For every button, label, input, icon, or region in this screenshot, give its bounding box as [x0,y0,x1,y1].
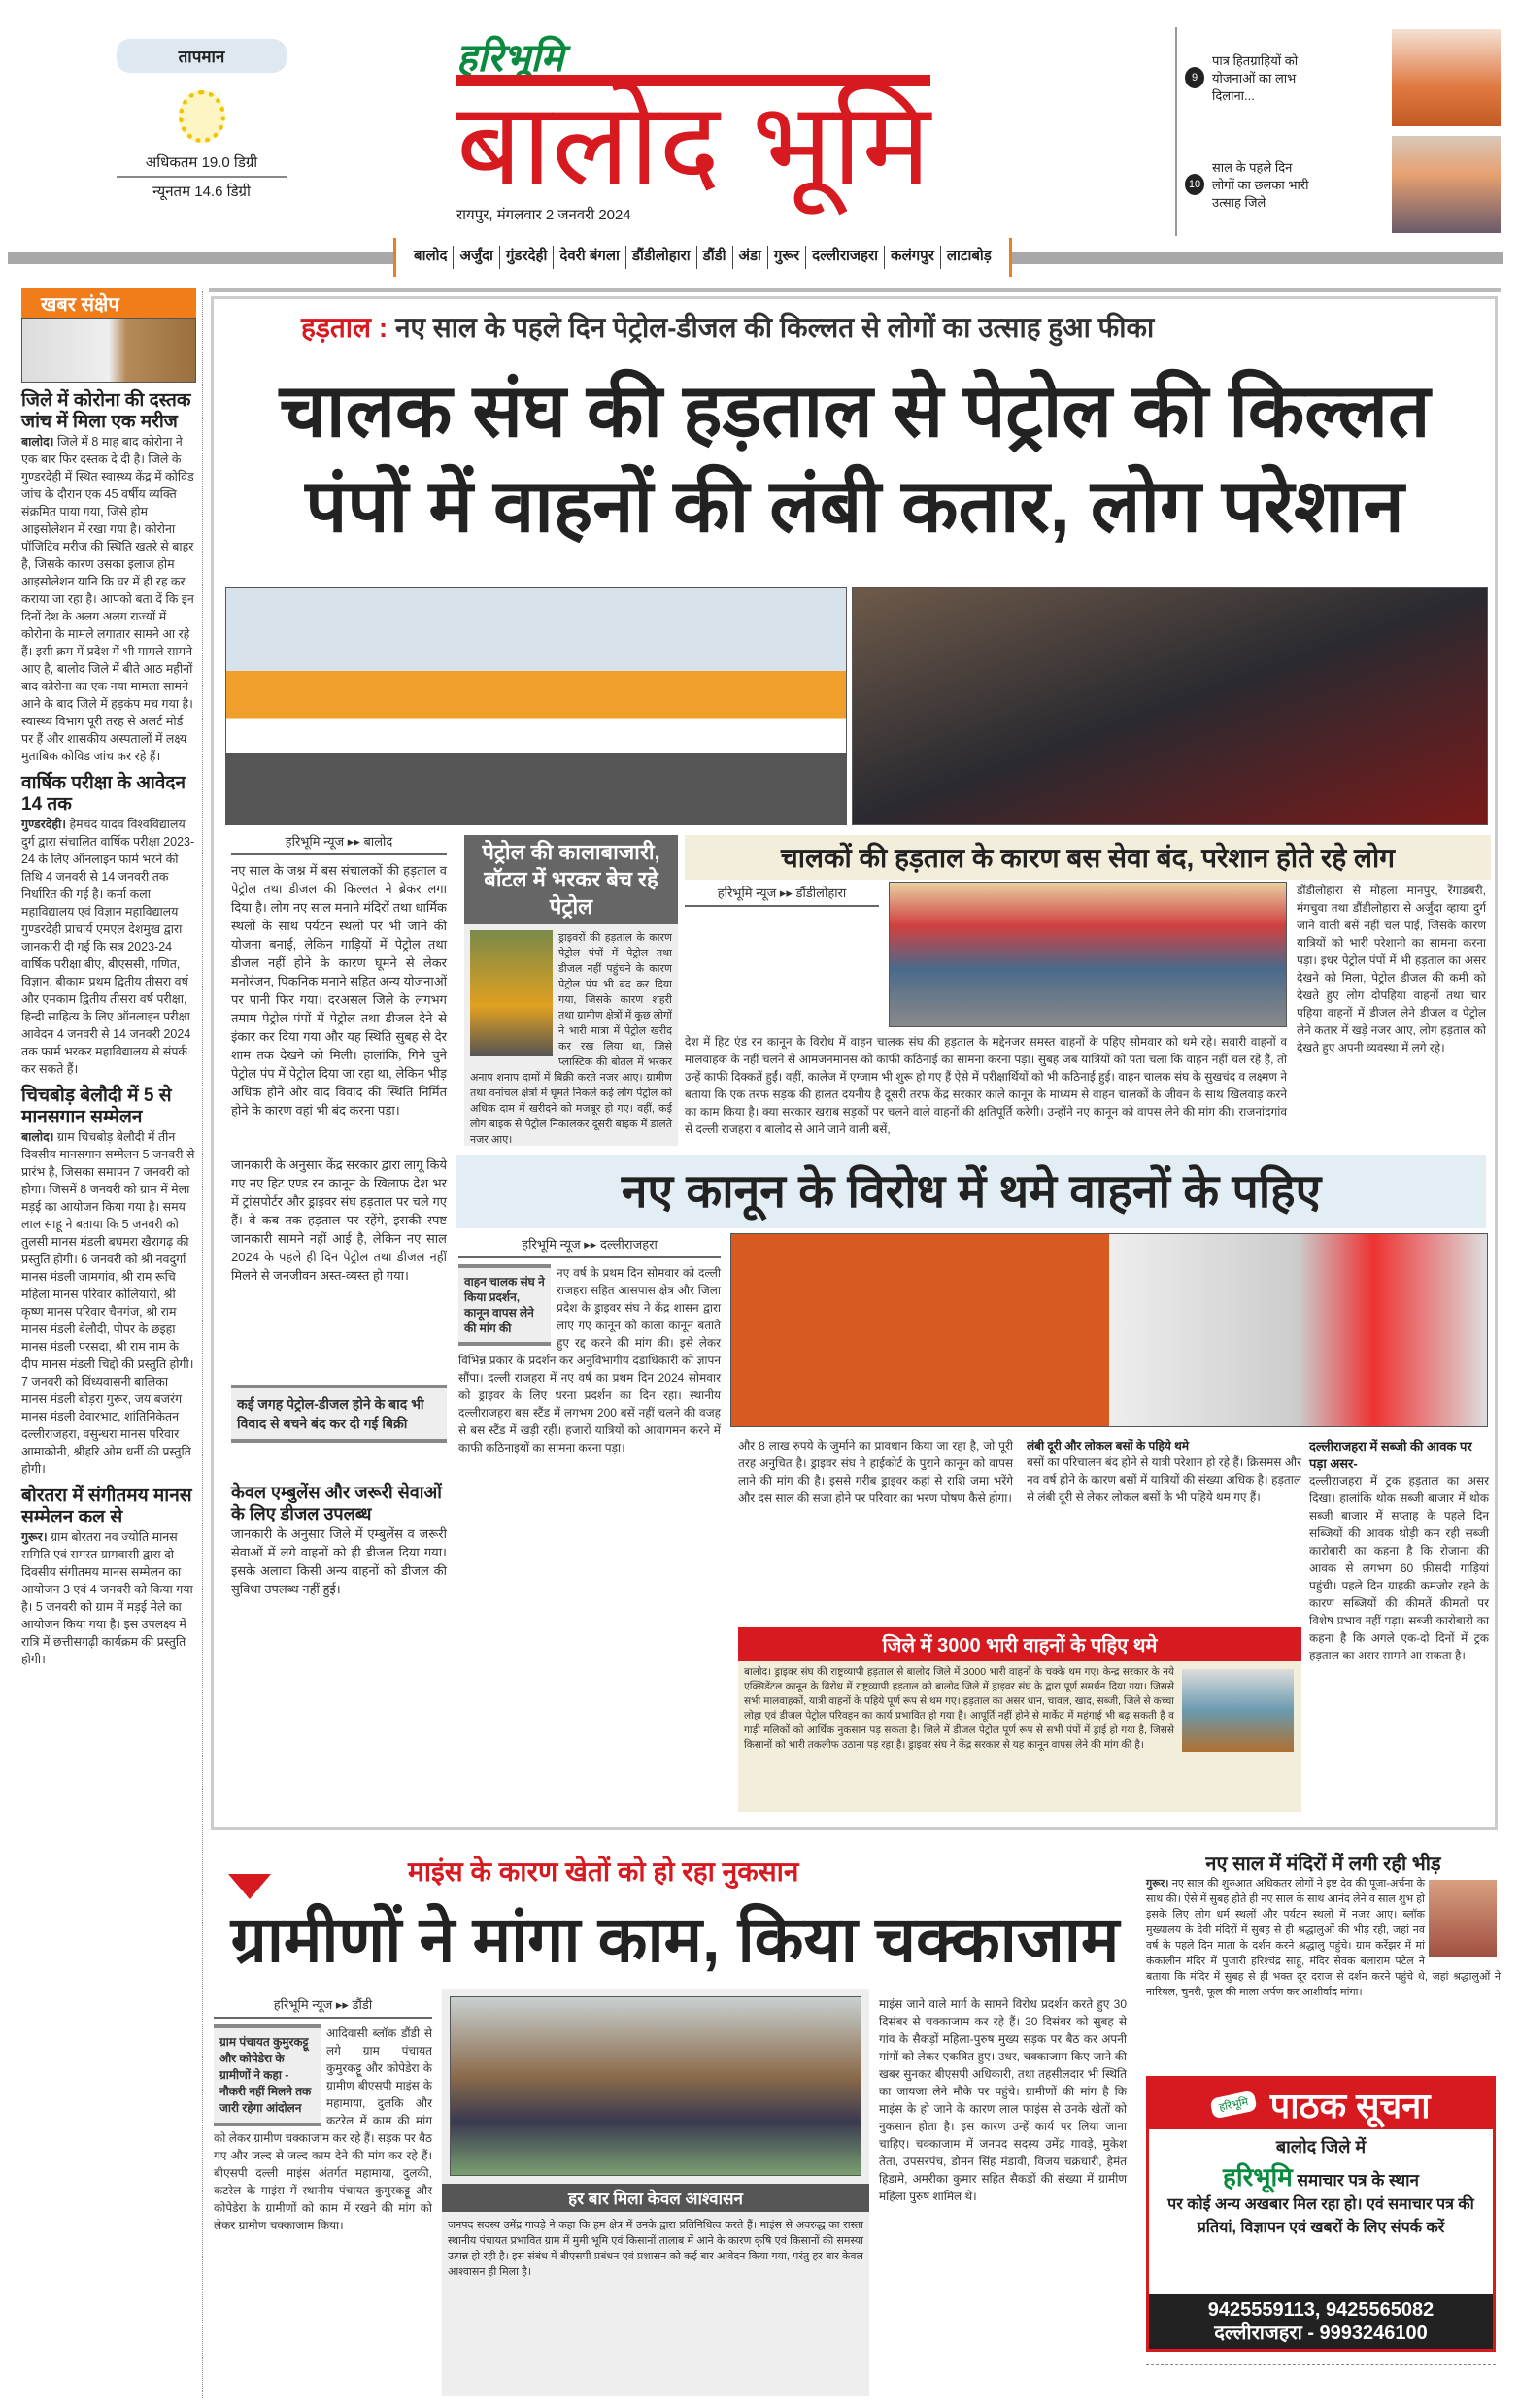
nav-item[interactable]: अर्जुंदा [453,246,498,269]
lead-headline: चालक संघ की हड़ताल से पेट्रोल की किल्लत पंपों में वाहनों की लंबी कतार, लोग परेशान [279,370,1431,548]
trucks-photo [1182,1669,1294,1752]
weather-label: तापमान [117,39,287,73]
teaser-photo [1392,29,1501,126]
nav-item[interactable]: लाटाबोड़ [940,246,997,269]
nav-item[interactable]: बालोद [414,248,448,264]
weather-min: न्यूनतम 14.6 डिग्री [152,184,251,200]
nav-item[interactable]: दल्लीराजहरा [805,246,884,269]
temple-story: नए साल में मंदिरों में लगी रही भीड़ गुरूर। नए साल की शुरुआत अधिकतर लोगों ने इष्ट देव की पूजा-अर्चना के साथ की। ऐसे में सुबह होते ही नए साल के साथ आनंद लेने व साल शुभ हो इसके लिए लोग धर्म स्थलों और पर्यटन स्थलों में नजर आए। ब्लॉक मुख्यालय के देवी मंदिरों में सुबह से ही श्रद्धालुओं की भीड़ रही, जहां नव वर्ष के पहले दिन माता के दर्शन करने श्रद्धालु पहुंचे। ग्राम कर्रेझर में मां कंकालीन मंदिर में पुजारी हरिश्चंद्र साहू, मंदिर सेवक बलाराम पटेल ने बताया कि मंदिर में सुबह से ही भक्त दूर दराज से दर्शन करने पहुंचे थे, जहां श्रद्धालुओं ने नारियल, चुनरी, फूल की माला अर्पण कर आशीर्वाद मांगा। [1146,1854,1501,1998]
lead-kicker: हड़ताल : नए साल के पहले दिन पेट्रोल-डीजल की किल्लत से लोगों का उत्साह हुआ फीका [301,313,1155,343]
teaser-text: साल के पहले दिन लोगों का छलका भारी उत्साह जिले [1212,160,1309,210]
lead-story: हरिभूमि न्यूज ▸▸ बालोद नए साल के जश्न में बस संचालकों की हड़ताल व पेट्रोल तथा डीजल की किल्लत ने ब्रेकर लगा दिया है। लोग नए साल मनाने मंदिरों तथा धार्मिक स्थलों के साथ पर्यटन स्थलों पर भी जाने की योजना बनाई, लेकिन गाड़ियों में पेट्रोल तथा डीजल नहीं होने के कारण घूमने से लेकर मनोरंजन, पिकनिक मनाने सहित अन्य योजनाओं पर पानी फिर गया। दरअसल जिले के लगभग तमाम पेट्रोल पंपों में पेट्रोल तथा डीजल देने से इंकार कर दिया गया और यह स्थिति सुबह से देर शाम तक देखने को मिली। हालांकि, गिने चुने पेट्रोल पंप में पेट्रोल दिया जा रहा था, लेकिन भीड़ अधिक होने और वाद विवाद की स्थिति निर्मित होने के कारण वहां भी बंद करना पड़ा। [231,834,447,1118]
law-story-cols: और 8 लाख रुपये के जुर्माने का प्रावधान किया जा रहा है, जो पूरी तरह अनुचित है। ड्राइवर संघ ने हाईकोर्ट के पुराने कानून को वापस लाने की मांग की है। इससे गरीब ड्राइवर कहां से राशि जमा भरेंगे और दस साल की सजा होने पर परिवार का भरण पोषण कैसे होगा। लंबी दूरी और लोकल बसों के पहिये थमे बसों का परिचालन बंद होने से यात्री परेशान हो रहे हैं। क्रिसमस और नव वर्ष होने के कारण बसों में यात्रियों की संख्या अधिक है। हड़ताल से लंबी दूरी से लेकर लोकल बसों के भी पहिये थम गए हैं। [738,1439,1301,1505]
nav-item[interactable]: गुंडरदेही [499,246,553,269]
notice-phones[interactable]: 9425559113, 9425565082 [1207,2299,1435,2321]
mines-kicker: माइंस के कारण खेतों को हो रहा नुकसान [408,1856,799,1887]
column-divider [202,291,203,2398]
buses-photo [225,587,847,825]
notice-title: पाठक सूचना [1269,2085,1431,2125]
brief-title: जिले में कोरोना की दस्तक जांच में मिला एक मरीज [21,390,191,432]
mines-photo-box: हर बार मिला केवल आश्वासन जनपद सदस्य उमेंद्र गावड़े ने कहा कि हम क्षेत्र में उनके द्वारा प्रतिनिधित्व करते हैं। माइंस से अवरुद्ध का रास्ता स्थानीय पंचायत प्रभावित ग्राम में मुमी भूमि एवं किसानों तालाब में आने के कारण कृषि एवं किसानों की समस्या उत्पन्न हो रही है। इस संबंध में बीएसपी प्रबंधन एवं प्रशासन को कई बार आवेदन किया गया, परंतु हर बार केवल आश्वासन ही मिला है। [442,1989,869,2396]
masthead-brand: हरिभूमि [456,37,564,80]
law-headline: नए कानून के विरोध में थमे वाहनों के पहिए [456,1155,1486,1228]
villagers-photo [450,1996,861,2176]
weather-max: अधिकतम 19.0 डिग्री [117,152,287,178]
teaser-page-badge: 10 [1185,174,1204,195]
caption-title: हर बार मिला केवल आश्वासन [442,2184,869,2212]
nav-item[interactable]: डौंडी [696,246,732,269]
header-rule [209,288,1501,292]
brief-item: जिले में कोरोना की दस्तक जांच में मिला एक मरीज बालोद। जिले में 8 माह बाद कोरोना ने एक बार फिर दस्तक दे दी है। जिले के गुण्डरदेही में स्थित स्वास्थ्य केंद्र में कोविड जांच के दौरान एक 45 वर्षीय व्यक्ति संक्रमित पाया गया, जिसे होम आइसोलेशन में रखा गया है। कोरोना पॉजिटिव मरीज की स्थिति खतरे से बाहर है, जिसके कारण उसका इलाज होम आइसोलेशन यानि कि घर में ही रह कर कराया जा रहा है। आपको बता दें कि इन दिनों देश के अलग अलग राज्यों में कोरोना के मामले लगातार सामने आ रहे हैं। इसी क्रम में प्रदेश में भी मामले सामने आए है, बालोद जिले में बीते आठ महीनों बाद कोरोना का एक नया मामला सामने आने के बाद जिले में हड़कंप मच गया है। स्वास्थ्य विभाग पूरी तरह से अलर्ट मोर्ड पर हैं और शासकीय अस्पतालों में लक्ष्य मुताबिक कोविड जांच कर रहे हैं। [21,390,196,765]
weather-box [117,39,287,214]
nav-item[interactable]: डौंडीलोहारा [625,246,696,269]
brief-item: बोरतरा में संगीतमय मानस सम्मेलन कल से गुरूर। ग्राम बोरतरा नव ज्योति मानस समिति एवं समस्त ग्रामवासी द्वारा दो दिवसीय संगीतमय मानस सम्मेलन का आयोजन 3 एवं 4 जनवरी को किया गया है। 5 जनवरी को ग्राम में मड़ई मेले का आयोजन किया गया है। इस उपलक्ष्य में रात्रि में छत्तीसगढ़ी कार्यक्रम की प्रस्तुति होगी। [21,1486,196,1668]
district-box-title: जिले में 3000 भारी वाहनों के पहिए थमे [738,1627,1301,1661]
brief-photo [21,318,196,383]
briefs-column [21,288,196,2395]
teaser-1[interactable] [1177,27,1501,128]
brief-item: वार्षिक परीक्षा के आवेदन 14 तक गुण्डरदेही। हेमचंद यादव विश्वविद्यालय दुर्ग द्वारा संचालित वार्षिक परीक्षा 2023-24 के लिए ऑनलाइन फार्म भरने की तिथि 4 जनवरी से 14 जनवरी तक निर्धारित की गई है। कर्मा कला महाविद्यालय एवं विज्ञान महाविद्यालय गुण्डरदेही प्राचार्य एमएल देशमुख द्वारा जानकारी दी गई कि सत्र 2023-24 वार्षिक परीक्षा बीए, बीएससी, गणित, विज्ञान, बीकाम प्रथम द्वितीय तीसरा वर्ष और एमकाम द्वितीय तीसरा वर्ष परीक्षा, हिन्दी साहित्य के लिए ऑनलाइन परीक्षा आवेदन 4 जनवरी से 14 जनवरी 2024 तक फार्म भरकर महाविद्यालय से संपर्क कर सकते हैं। [21,773,195,1076]
reader-notice: हरिभूमि पाठक सूचना बालोद जिले में हरिभूमि समाचार पत्र के स्थान पर कोई अन्य अखबार मिल रहा हो। एवं समाचार पत्र की प्रतियां, विज्ञापन एवं खबरों के लिए संपर्क करें 9425559113, 9425565082 दल्लीराजहरा - 9993246100 [1146,2076,1496,2352]
footer-rule [1146,2364,1496,2365]
city-nav [393,238,1012,277]
teaser-2[interactable] [1177,134,1501,235]
bike-photo [470,930,553,1056]
nav-item[interactable]: कलंगपुर [884,246,940,269]
brief-title: बोरतरा में संगीतमय मानस सम्मेलन कल से [21,1486,192,1527]
nav-item[interactable]: देवरी बंगला [553,246,625,269]
teaser-text: पात्र हितग्राहियों को योजनाओं का लाभ दिलाना... [1212,53,1299,103]
notice-dalli-phone[interactable]: दल्लीराजहरा - 9993246100 [1214,2323,1428,2344]
brief-item: चिचबोड़ बेलौदी में 5 से मानसगान सम्मेलन बालोद। ग्राम चिचबोड़ बेलौदी में तीन दिवसीय मानसगान सम्मेलन 5 जनवरी से प्रारंभ है, जिसका समापन 7 जनवरी को होगा। जिसमें 8 जनवरी को ग्राम में मेला मड़ई का आयोजन किया गया है। समय लाल साहू ने बताया कि 5 जनवरी को तुलसी मानस मंडली बघमरा खैरागढ़ की प्रस्तुति होगी। 6 जनवरी को श्री नवदुर्गा मानस मंडली जामगांव, श्री राम रूचि महिला मानस परिवार कोलियारी, श्री कृष्ण मानस परिवार चैनगंज, श्री राम मानस मंडली बेलौदी, पीपर के छइहा मानस मंडली परसदा, श्री राम नाम के दीप मानस मंडली चिद्दो की प्रस्तुति होगी। 7 जनवरी को विंध्यवासनी बालिका मानस मंडली बोड़रा गुरूर, जय बजरंग मानस मंडली देवारभाट, शांतिनिकेतन दल्लीराजहरा, वसुन्धरा मानस परिवार आमाकोनी, श्रीहरि ओम धर्नी की प्रस्तुति होगी। [21,1086,195,1476]
teasers [1175,27,1501,236]
lead-story-cont: जानकारी के अनुसार केंद्र सरकार द्वारा लागू किये गए नए हिट एण्ड रन कानून के खिलाफ देश भर में ट्रांसपोर्टर और ड्राइवर संघ हड़ताल पर चले गए हैं। वे कब तक हड़ताल पर रहेंगे, इसकी स्पष्ट जानकारी सामने नहीं आई है, लेकिन नए साल 2024 के पहले ही दिन पेट्रोल तथा डीजल नहीं मिलने से जनजीवन अस्त-व्यस्त हो गया। कई जगह पेट्रोल-डीजल होने के बाद भी विवाद से बचने बंद कर दी गई बिक्री केवल एम्बुलेंस और जरूरी सेवाओं के लिए डीजल उपलब्ध जानकारी के अनुसार जिले में एम्बुलेंस व जरूरी सेवाओं में लगे वाहनों को ही डीजल दिया गया। इसके अलावा किसी अन्य वाहनों को डीजल की सुविधा उपलब्ध नहीं हुई। [231,1157,447,1596]
bus-story-title: चालकों की हड़ताल के कारण बस सेवा बंद, परेशान होते रहे लोग [685,835,1491,880]
sun-icon [179,90,225,143]
brief-title: चिचबोड़ बेलौदी में 5 से मानसगान सम्मेलन [21,1086,172,1127]
nav-item[interactable]: गुरूर [767,246,805,269]
parked-buses-photo [730,1233,1488,1427]
law-story: हरिभूमि न्यूज ▸▸ दल्लीराजहरा वाहन चालक संघ ने किया प्रदर्शन, कानून वापस लेने की मांग की नए वर्ष के प्रथम दिन सोमवार को दल्ली राजहरा सहित आसपास क्षेत्र और जिला प्रदेश के ड्राइवर संघ ने केंद्र शासन द्वारा लाए गए कानून को काला कानून बताते हुए रद्द करने की मांग की। इसे लेकर विभिन्न प्रकार के प्रदर्शन कर अनुविभागीय दंडाधिकारी को ज्ञापन सौंपा। दल्ली राजहरा में नए वर्ष का प्रथम दिन 2024 सोमवार को ड्राइवर के लिए धरना प्रदर्शन का दिन रहा। स्थानीय दल्लीराजहरा बस स्टैंड में लगभग 200 बसें नहीं चलने की वजह से बस स्टैंड में खड़ी रहीं। हजारों यात्रियों को आवागमन करने में काफी कठिनाइयों का सामना करना पड़ा। [458,1237,721,1455]
briefs-label: खबर संक्षेप [21,288,196,318]
district-box: जिले में 3000 भारी वाहनों के पहिए थमे बालोद। ड्राइवर संघ की राष्ट्रव्यापी हड़ताल से बालोद जिले में 3000 भारी वाहनों के चक्के थम गए। केन्द्र सरकार के नये एक्सिडेंटल कानून के विरोध में राष्ट्रव्यापी हड़ताल को बालोद जिले में ड्राइवर संघ के द्वारा पूर्ण समर्थन दिया गया। जिससे सभी मालवाहकों, यात्री वाहनों के पहिये पूर्ण रूप से थम गए। हड़ताल का असर धान, चावल, खाद, सब्जी, जिले से कच्चा लोहा एवं डीजल पेट्रोल परिवहन का कार्य प्रभावित हो गया है। आपूर्ति नहीं होने से मार्केट में महंगाई भी बढ़ सकती है व गाड़ी मलिकों को आर्थिक नुकसान पड़ सकता है। जिले में डीजल पेट्रोल पूर्ण रूप से सभी पंपों में ड्राई हो गया है, जिससे किसानों को भारी तकलीफ उठाना पड़ रहा है। ड्राइवर संघ ने केंद्र सरकार से यह कानून वापस लेने की मांग की है। [738,1627,1301,1812]
mines-story: हरिभूमि न्यूज ▸▸ डौंडी ग्राम पंचायत कुमुरकट्टू और कोपेडेरा के ग्रामीणों ने कहा - नौकरी नहीं मिलने तक जारी रहेगा आंदोलन आदिवासी ब्लॉक डौंडी से लगे ग्राम पंचायत कुमुरकट्टू और कोपेडेरा के ग्रामीण बीएसपी माइंस के महामाया, दुलकि और कटरेल में काम की मांग को लेकर ग्रामीण चक्काजाम कर रहे हैं। सड़क पर बैठ गए और जल्द से जल्द काम देने की मांग कर रहे हैं। बीएसपी दल्ली माइंस अंतर्गत महामाया, दुलकी, कटरेल के माइंस में स्थानीय पंचायत कुमुरकट्टू और कोपेडेरा के ग्रामीणों को काम में रखने की मांग को लेकर ग्रामीण चक्काजाम किया। [214,1997,432,2232]
bus-story: चालकों की हड़ताल के कारण बस सेवा बंद, परेशान होते रहे लोग हरिभूमि न्यूज ▸▸ डौंडीलोहारा देश में हिट एंड रन कानून के विरोध में वाहन चालक संघ की हड़ताल के मद्देनजर समस्त वाहनों के पहिए सोमवार को थमे रहे। सवारी वाहनों व मालवाहक के नहीं चलने से आमजनमानस को काफी कठिनाई का सामना करना पड़ा। सुबह जब यात्रियों को पता चला कि वाहन नहीं चल रहे हैं, तो उन्हें काफी दिक्कतें हुईं। वहीं, कालेज में एग्जाम भी शुरू हो गए हैं ऐसे में परीक्षार्थियों को भी कठिनाई हुई। वाहन चालक संघ के सुखचंद व लक्ष्मण ने बताया कि एक तरफ सड़क की हालत दयनीय है दूसरी तरफ केंद्र सरकार काले कानून के माध्यम से वाहन चालकों के जीवन के साथ खिलवाड़ करने का काम किया है। क्या सरकार खराब सड़कों पर चलने वाले वाहनों की क्षतिपूर्ति करेगी। उन्होंने नए कानून को वापस लेने की मांग की। राजनांदगांव से दल्ली राजहरा व बालोद से आने जाने वाली बसें, डौंडीलोहारा से मोहला मानपुर, रेंगाडबरी, मंगचुवा तथा डौंडीलोहारा से अर्जुंदा व्हाया दुर्ग जाने वाली बसें नहीं चल पाईं, जिसके कारण यात्रियों को भारी परेशानी का सामना करना पड़ा। इधर पेट्रोल पंपों में भी हड़ताल का असर देखने को मिला, पेट्रोल डीजल की कमी को देखते हुए लोग दोपहिया वाहनों तथा चार पहिया वाहनों में डीजल लेने डीजल व पेट्रोल लेने कतार में खड़े नजर आए, लोग हड़ताल को देखते हुए अपनी व्यवस्था में लगे रहे। [685,835,1491,1146]
temple-photo [1429,1880,1497,1957]
petrol-box: पेट्रोल की कालाबाजारी, बॉटल में भरकर बेच रहे पेट्रोल ड्राइवरों की हड़ताल के कारण पेट्रोल पंपों में पेट्रोल तथा डीजल नहीं पहुंचने के कारण पेट्रोल पंप भी बंद कर दिया गया, जिसके कारण शहरी तथा ग्रामीण क्षेत्रों में कुछ लोगों ने भारी मात्रा में पेट्रोल खरीद कर रख लिया था, जिसे प्लास्टिक की बोतल में भरकर अनाप शनाप दामों में बिक्री करते नजर आए। ग्रामीण तथा वनांचल क्षेत्रों में घूमते निकले कई लोग पेट्रोल को अधिक दाम में खरीदने को मजबूर हो गए। वहीं, कई लोग बाइक से पेट्रोल निकालकर दूसरी बाइक में डालते नजर आए। [464,835,678,1146]
teaser-page-badge: 9 [1185,67,1204,88]
mines-story-cont: माइंस जाने वाले मार्ग के सामने विरोध प्रदर्शन करते हुए 30 दिसंबर से चक्काजाम कर रहे हैं। 30 दिसंबर को सुबह से गांव के सैकड़ों महिला-पुरुष मुख्य सड़क पर बैठ कर अपनी मांगों को लेकर एकत्रित हुए। उधर, चक्काजाम किए जाने की खबर सुनकर बीएसपी अधिकारी, तथा तहसीलदार भी स्थिति का जायजा लेने मौके पर पहुंचे। ग्रामीणों की मांग है कि माइंस के हो जाने के कारण लाल फाइंस से उनके खेतों को नुकसान होता है। इस कारण उन्हें कार्य पर लिया जाना चाहिए। चक्काजाम में जनपद सदस्य उमेंद्र गावड़े, मुकेश तेता, उपसरपंच, डोमन सिंह मंडावी, विजय चक्रधारी, हेमंत हिडामे, अमरीका कुमार सहित सैकड़ों की संख्या में ग्रामीण महिला पुरुष शामिल थे। [879,1997,1127,2203]
notice-logo: हरिभूमि [1210,2090,1259,2119]
nav-item[interactable]: अंडा [732,246,767,269]
mines-headline: ग्रामीणों ने मांगा काम, किया चक्काजाम [230,1903,1120,1975]
petrol-queue-photo [852,587,1488,825]
masthead [456,29,1059,238]
teaser-photo [1392,136,1501,233]
masthead-date: रायपुर, मंगलवार 2 जनवरी 2024 [456,207,631,223]
masthead-title: बालोद भूमि [456,75,930,203]
brief-title: वार्षिक परीक्षा के आवेदन 14 तक [21,773,186,815]
veg-story: दल्लीराजहरा में सब्जी की आवक पर पड़ा असर- दल्लीराजहरा में ट्रक हड़ताल का असर दिखा। हालांकि थोक सब्जी बाजार में थोक सब्जी बाजार में सप्ताह के पहले दिन सब्जियों की आवक थोड़ी कम रही सब्जी कारोबारी का कहना है कि रोजाना की आवक से लगभग 60 फ़ीसदी गाड़ियां पहुंची। पहले दिन ग्राहकी कमजोर रहने के कारण सब्जियों की कीमतें कीमतों पर विशेष प्रभाव नहीं पड़ा। सब्जी कारोबारी का कहना है कि अगले एक-दो दिनों में ट्रक हड़ताल का असर सामने आ सकता है। [1309,1439,1489,1662]
petrol-box-title: पेट्रोल की कालाबाजारी, बॉटल में भरकर बेच रहे पेट्रोल [464,835,678,924]
